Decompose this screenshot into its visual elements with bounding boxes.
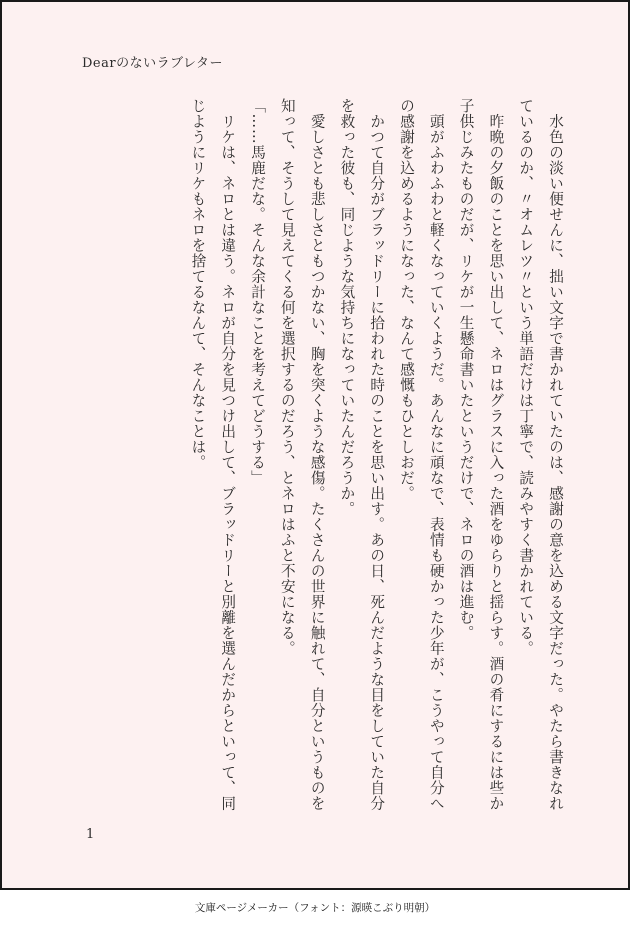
story-title: Dearのないラブレター <box>82 56 224 71</box>
vertical-body-text <box>183 98 570 818</box>
paragraph: リケは、ネロとは違う。ネロが自分を見つけ出して、ブラッドリーと別離を選んだからといって、同じようにリケもネロを捨てるなんて、そんなことは。 <box>189 98 237 811</box>
paragraph: 頭がふわふわと軽くなっていくようだ。あんなに頑なで、表情も硬かった少年が、こうやって自分への感謝を込めるようになった、なんて感慨もひとしおだ。 <box>398 98 445 811</box>
paragraph: 水色の淡い便せんに、拙い文字で書かれていたのは、感謝の意を込める文字だった。やたら書きなれているのか、〃オムレツ〃という単語だけは丁寧で、読みやすく書かれている。 <box>517 98 564 811</box>
dialogue-line: 「……馬鹿だな。そんな余計なことを考えてどうする」 <box>249 98 267 486</box>
paragraph: かつて自分がブラッドリーに拾われた時のことを思い出す。あの日、死んだような目をしていた自分を救った彼も、同じような気持ちになっていたんだろうか。 <box>338 98 386 811</box>
generator-credit: 文庫ページメーカー（フォント：源暎こぶり明朝） <box>194 902 436 914</box>
paragraph: 昨晩の夕飯のことを思い出して、ネロはグラスに入った酒をゆらりと揺らす。酒の肴にするには些か子供じみたものだが、リケが一生懸命書いたというだけで、ネロの酒は進む。 <box>457 98 505 811</box>
page-number: 1 <box>86 827 95 842</box>
paragraph: 愛しさとも悲しさともつかない、胸を突くような感傷。たくさんの世界に触れて、自分というものを知って、そうして見えてくる何を選択するのだろう、とネロはふと不安になる。 <box>278 98 326 811</box>
